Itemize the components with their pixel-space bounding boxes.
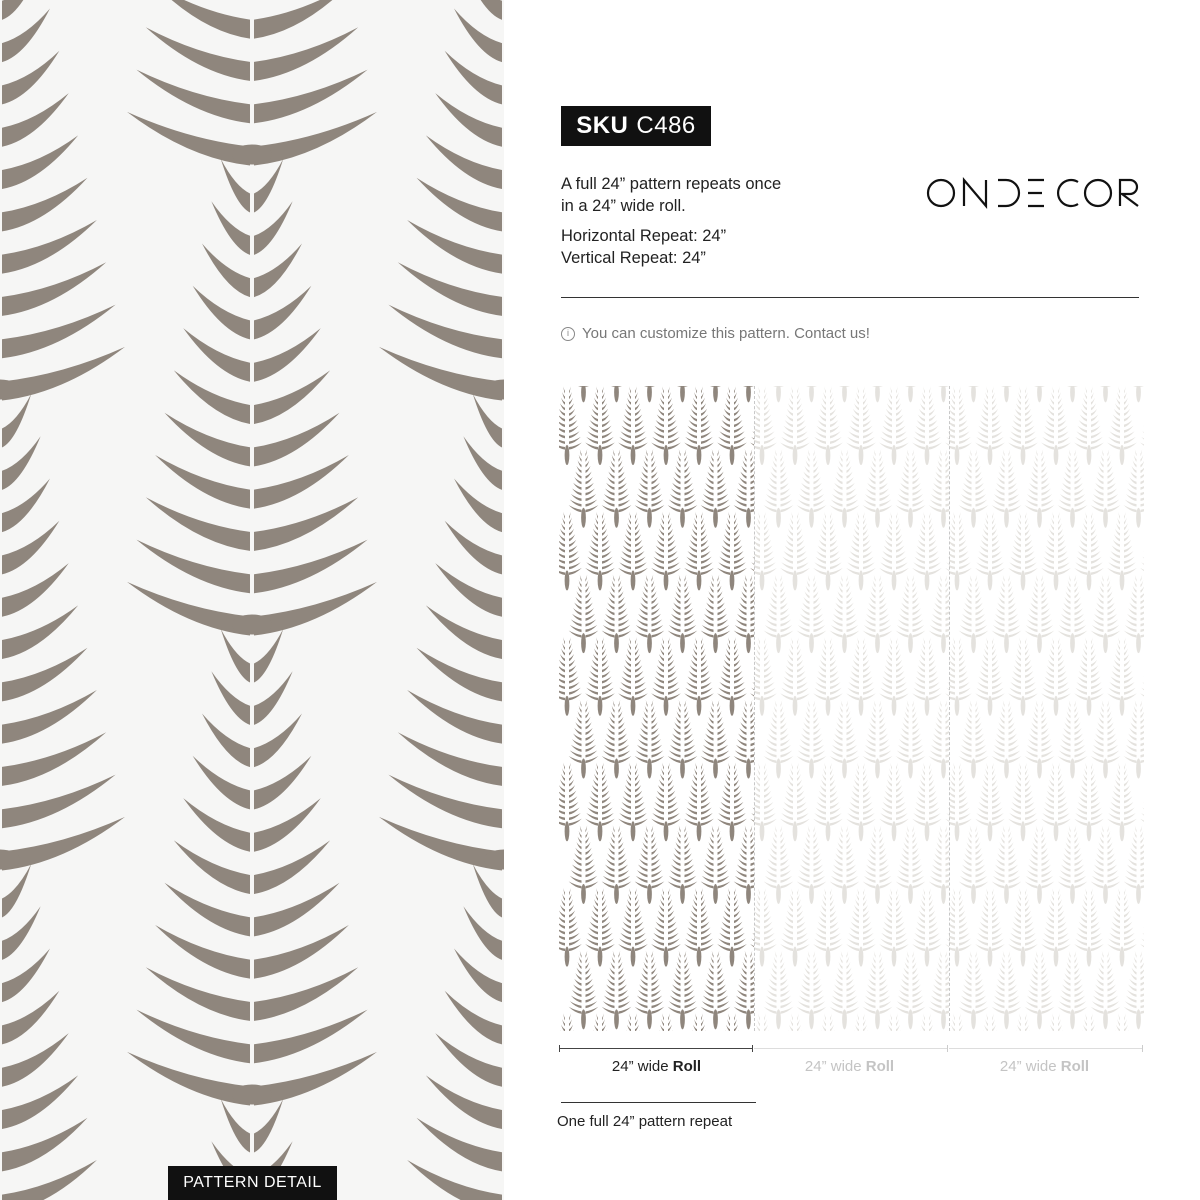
fern-motif xyxy=(830,449,860,528)
fern-motif xyxy=(975,637,1005,716)
fern-motif xyxy=(912,888,942,967)
fern-motif xyxy=(717,386,747,465)
fern-motif xyxy=(1058,825,1088,904)
fern-motif xyxy=(1107,763,1137,842)
fern-motif xyxy=(754,637,777,716)
fern-motif xyxy=(896,386,926,402)
brand-logo xyxy=(926,176,1142,210)
fern-motif xyxy=(949,763,972,842)
fern-motif xyxy=(559,888,582,967)
fern-motif xyxy=(992,951,1022,1030)
fern-motif xyxy=(1140,512,1144,591)
fern-motif xyxy=(618,763,648,842)
fern-motif xyxy=(813,1013,843,1031)
fern-motif xyxy=(830,700,860,779)
fern-motif xyxy=(734,700,754,779)
fern-motif xyxy=(602,574,632,653)
fern-motif xyxy=(1107,386,1137,465)
fern-motif xyxy=(585,512,615,591)
fern-motif xyxy=(797,825,827,904)
fern-motif xyxy=(701,574,731,653)
fern-motif xyxy=(559,386,582,465)
fern-motif xyxy=(1025,825,1055,904)
fern-motif xyxy=(863,700,893,779)
fern-motif xyxy=(569,574,599,653)
fern-motif xyxy=(668,449,698,528)
fern-motif xyxy=(1140,386,1144,465)
fern-motif xyxy=(717,888,747,967)
fern-motif xyxy=(764,825,794,904)
info-icon: i xyxy=(561,327,575,341)
sku-code: C486 xyxy=(636,112,696,139)
fern-motif xyxy=(602,386,632,402)
vertical-repeat: Vertical Repeat: 24” xyxy=(561,249,706,267)
roll-1-width: 24” wide xyxy=(611,1058,673,1075)
fern-motif xyxy=(701,951,731,1030)
fern-motif xyxy=(701,700,731,779)
fern-motif xyxy=(1041,763,1071,842)
fern-motif xyxy=(780,763,810,842)
fern-motif xyxy=(830,951,860,1030)
fern-motif xyxy=(863,386,893,402)
fern-motif xyxy=(651,512,681,591)
fern-motif xyxy=(684,512,714,591)
fern-motif xyxy=(912,386,942,465)
repeat-measure-line xyxy=(561,1102,756,1103)
pattern-detail-label: PATTERN DETAIL xyxy=(168,1166,337,1200)
roll-2-width: 24” wide xyxy=(804,1058,866,1075)
roll-2 xyxy=(754,386,949,1031)
roll-1-measure xyxy=(559,1045,753,1053)
fern-motif xyxy=(379,0,504,401)
fern-motif xyxy=(1041,512,1071,591)
fern-motif xyxy=(879,888,909,967)
fern-motif xyxy=(1058,700,1088,779)
fern-motif xyxy=(602,449,632,528)
fern-motif xyxy=(764,700,794,779)
fern-motif xyxy=(797,574,827,653)
fern-motif xyxy=(701,449,731,528)
fern-motif xyxy=(975,512,1005,591)
repeat-info-line-2: in a 24” wide roll. xyxy=(561,197,686,215)
fern-motif xyxy=(1140,888,1144,967)
fern-motif xyxy=(618,1013,648,1031)
fern-motif xyxy=(959,574,989,653)
fern-motif xyxy=(668,386,698,402)
fern-motif xyxy=(912,512,942,591)
fern-motif xyxy=(1074,637,1104,716)
fern-motif xyxy=(559,763,582,842)
fern-motif xyxy=(929,951,949,1030)
fern-motif xyxy=(797,449,827,528)
roll-1 xyxy=(559,386,754,1031)
fern-motif xyxy=(585,386,615,465)
fern-motif xyxy=(992,386,1022,402)
fern-motif xyxy=(813,386,843,465)
fern-motif xyxy=(846,512,876,591)
fern-motif xyxy=(734,825,754,904)
fern-motif xyxy=(668,700,698,779)
fern-motif xyxy=(569,386,599,402)
fern-motif xyxy=(846,1013,876,1031)
roll-2-unit: Roll xyxy=(865,1058,895,1075)
fern-motif xyxy=(1074,763,1104,842)
fern-motif xyxy=(651,637,681,716)
fern-motif xyxy=(1091,951,1121,1030)
fern-motif xyxy=(780,637,810,716)
fern-motif xyxy=(701,825,731,904)
fern-motif xyxy=(618,386,648,465)
fern-motif xyxy=(651,763,681,842)
fern-motif xyxy=(764,386,794,402)
fern-motif xyxy=(879,1013,909,1031)
fern-motif xyxy=(912,763,942,842)
fern-motif xyxy=(780,512,810,591)
fern-motif xyxy=(863,825,893,904)
fern-motif xyxy=(813,763,843,842)
fern-motif xyxy=(569,825,599,904)
fern-motif xyxy=(651,386,681,465)
fern-motif xyxy=(651,1013,681,1031)
fern-motif xyxy=(1008,888,1038,967)
fern-motif xyxy=(1008,637,1038,716)
fern-motif xyxy=(780,1013,810,1031)
fern-motif xyxy=(635,574,665,653)
fern-motif xyxy=(929,574,949,653)
fern-motif xyxy=(797,700,827,779)
horizontal-repeat: Horizontal Repeat: 24” xyxy=(561,227,727,245)
fern-motif xyxy=(830,825,860,904)
fern-motif xyxy=(959,386,989,402)
fern-motif xyxy=(585,888,615,967)
fern-motif xyxy=(1107,888,1137,967)
fern-motif xyxy=(668,951,698,1030)
fern-pattern-detail xyxy=(0,0,504,1200)
fern-motif xyxy=(959,951,989,1030)
roll-preview xyxy=(559,386,1145,1031)
fern-motif xyxy=(1008,386,1038,465)
fern-motif xyxy=(618,512,648,591)
fern-motif xyxy=(1140,637,1144,716)
fern-motif xyxy=(127,0,377,166)
fern-motif xyxy=(929,700,949,779)
fern-motif xyxy=(846,386,876,465)
pattern-detail-panel xyxy=(0,0,504,1200)
fern-motif xyxy=(1041,1013,1071,1031)
fern-motif xyxy=(569,449,599,528)
fern-motif xyxy=(879,512,909,591)
fern-motif xyxy=(863,951,893,1030)
fern-motif xyxy=(949,386,972,465)
fern-motif xyxy=(959,825,989,904)
fern-motif xyxy=(734,951,754,1030)
fern-motif xyxy=(734,449,754,528)
fern-motif xyxy=(127,629,377,1106)
fern-motif xyxy=(602,825,632,904)
fern-motif xyxy=(379,394,504,871)
fern-motif xyxy=(780,386,810,465)
fern-motif xyxy=(754,763,777,842)
fern-motif xyxy=(863,574,893,653)
fern-motif xyxy=(1025,951,1055,1030)
fern-motif xyxy=(559,637,582,716)
fern-motif xyxy=(1025,449,1055,528)
fern-motif xyxy=(668,825,698,904)
fern-motif xyxy=(1074,888,1104,967)
fern-motif xyxy=(1124,951,1144,1030)
fern-motif xyxy=(830,386,860,402)
fern-motif xyxy=(0,394,125,871)
fern-motif xyxy=(1091,449,1121,528)
fern-motif xyxy=(1041,386,1071,465)
fern-motif xyxy=(896,700,926,779)
fern-motif xyxy=(764,574,794,653)
fern-motif xyxy=(1124,574,1144,653)
fern-motif xyxy=(896,574,926,653)
fern-motif xyxy=(754,386,777,465)
fern-motif xyxy=(949,637,972,716)
fern-motif xyxy=(1107,512,1137,591)
roll-seam xyxy=(949,386,951,1031)
fern-motif xyxy=(879,386,909,465)
fern-motif xyxy=(585,763,615,842)
roll-2-measure xyxy=(754,1045,948,1053)
fern-motif xyxy=(1041,888,1071,967)
fern-motif xyxy=(651,888,681,967)
repeat-info-line-1: A full 24” pattern repeats once xyxy=(561,175,782,193)
fern-motif xyxy=(1091,574,1121,653)
fern-motif xyxy=(1074,386,1104,465)
fern-motif xyxy=(1091,825,1121,904)
fern-motif xyxy=(1025,574,1055,653)
customize-text: You can customize this pattern. Contact us! xyxy=(582,325,870,342)
roll-seam xyxy=(754,386,756,1031)
fern-motif xyxy=(717,512,747,591)
fern-motif xyxy=(949,1013,972,1031)
fern-motif xyxy=(764,951,794,1030)
fern-motif xyxy=(1091,386,1121,402)
fern-motif xyxy=(379,864,504,1200)
fern-motif xyxy=(1041,637,1071,716)
fern-motif xyxy=(896,951,926,1030)
fern-motif xyxy=(754,888,777,967)
roll-2-label xyxy=(752,1058,947,1075)
fern-motif xyxy=(569,951,599,1030)
fern-motif xyxy=(879,763,909,842)
fern-motif xyxy=(602,951,632,1030)
fern-motif xyxy=(684,1013,714,1031)
fern-motif xyxy=(975,1013,1005,1031)
roll-1-label xyxy=(559,1058,754,1075)
fern-motif xyxy=(717,637,747,716)
fern-motif xyxy=(635,449,665,528)
fern-motif xyxy=(585,1013,615,1031)
fern-motif xyxy=(717,763,747,842)
fern-motif xyxy=(684,637,714,716)
fern-motif xyxy=(734,574,754,653)
fern-motif xyxy=(1058,449,1088,528)
fern-motif xyxy=(764,449,794,528)
fern-motif xyxy=(1008,763,1038,842)
fern-motif xyxy=(1124,825,1144,904)
sku-label: SKU xyxy=(576,112,629,139)
fern-motif xyxy=(701,386,731,402)
fern-motif xyxy=(754,512,777,591)
fern-motif xyxy=(1140,763,1144,842)
fern-motif xyxy=(684,386,714,465)
fern-motif xyxy=(1124,449,1144,528)
fern-motif xyxy=(684,888,714,967)
fern-motif xyxy=(1058,951,1088,1030)
fern-motif xyxy=(975,888,1005,967)
fern-motif xyxy=(1058,386,1088,402)
fern-motif xyxy=(569,700,599,779)
fern-motif xyxy=(992,574,1022,653)
fern-motif xyxy=(929,449,949,528)
fern-motif xyxy=(780,888,810,967)
fern-motif xyxy=(949,888,972,967)
fern-motif xyxy=(1008,512,1038,591)
fern-motif xyxy=(813,888,843,967)
roll-3-label xyxy=(947,1058,1142,1075)
fern-motif xyxy=(813,637,843,716)
fern-motif xyxy=(127,159,377,636)
fern-motif xyxy=(975,763,1005,842)
fern-motif xyxy=(896,825,926,904)
customize-note[interactable] xyxy=(561,325,870,342)
fern-motif xyxy=(992,825,1022,904)
fern-motif xyxy=(959,700,989,779)
fern-motif xyxy=(559,512,582,591)
fern-motif xyxy=(797,386,827,402)
fern-motif xyxy=(846,763,876,842)
fern-motif xyxy=(1124,700,1144,779)
fern-motif xyxy=(992,449,1022,528)
fern-motif xyxy=(830,574,860,653)
fern-motif xyxy=(1008,1013,1038,1031)
fern-motif xyxy=(684,763,714,842)
fern-motif xyxy=(635,825,665,904)
fern-motif xyxy=(635,951,665,1030)
fern-motif xyxy=(949,512,972,591)
fern-motif xyxy=(1025,700,1055,779)
fern-motif xyxy=(717,1013,747,1031)
fern-motif xyxy=(668,574,698,653)
fern-motif xyxy=(863,449,893,528)
fern-motif xyxy=(846,888,876,967)
fern-motif xyxy=(879,637,909,716)
divider xyxy=(561,297,1139,298)
fern-motif xyxy=(1058,574,1088,653)
fern-motif xyxy=(846,637,876,716)
fern-motif xyxy=(1074,1013,1104,1031)
roll-3-width: 24” wide xyxy=(999,1058,1061,1075)
roll-3-measure xyxy=(949,1045,1143,1053)
fern-motif xyxy=(0,0,125,401)
fern-motif xyxy=(975,386,1005,465)
fern-motif xyxy=(1107,637,1137,716)
roll-3 xyxy=(949,386,1144,1031)
fern-motif xyxy=(1107,1013,1137,1031)
fern-motif xyxy=(1091,700,1121,779)
fern-motif xyxy=(635,700,665,779)
roll-1-unit: Roll xyxy=(672,1058,702,1075)
fern-motif xyxy=(797,951,827,1030)
fern-motif xyxy=(635,386,665,402)
fern-motif xyxy=(929,825,949,904)
fern-motif xyxy=(1074,512,1104,591)
fern-motif xyxy=(559,1013,582,1031)
fern-motif xyxy=(618,888,648,967)
fern-motif xyxy=(754,1013,777,1031)
fern-motif xyxy=(1025,386,1055,402)
fern-motif xyxy=(912,1013,942,1031)
fern-motif xyxy=(0,864,125,1200)
roll-3-unit: Roll xyxy=(1060,1058,1090,1075)
fern-motif xyxy=(585,637,615,716)
fern-motif xyxy=(959,449,989,528)
sku-badge xyxy=(561,106,711,146)
fern-motif xyxy=(618,637,648,716)
fern-motif xyxy=(602,700,632,779)
fern-motif xyxy=(896,449,926,528)
fern-motif xyxy=(912,637,942,716)
fern-motif xyxy=(992,700,1022,779)
repeat-label: One full 24” pattern repeat xyxy=(557,1113,733,1130)
fern-motif xyxy=(813,512,843,591)
